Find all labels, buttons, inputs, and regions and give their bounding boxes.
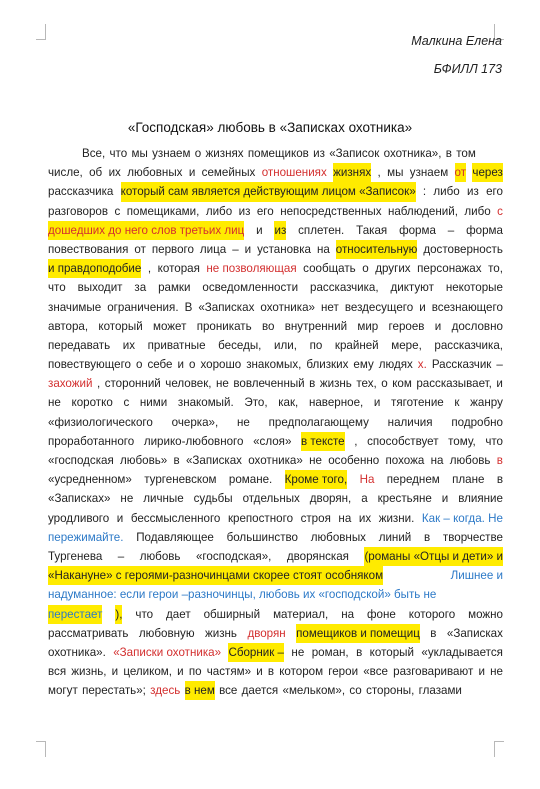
word: переднем — [386, 473, 440, 487]
text-line — [48, 432, 503, 451]
word: Такая — [356, 223, 388, 237]
highlighted-text: перестает — [48, 605, 102, 624]
text-line — [48, 470, 503, 489]
word: ограничения. — [107, 300, 179, 314]
text-line — [48, 547, 503, 566]
word: помещиков — [247, 147, 309, 160]
crop-mark-br-h — [494, 741, 504, 742]
word: об — [89, 166, 103, 180]
text-line — [48, 413, 503, 432]
word: все — [219, 684, 238, 698]
word: их — [122, 338, 136, 352]
word: – — [496, 358, 503, 372]
text-line — [48, 317, 503, 336]
word: и — [177, 665, 184, 679]
word: всезнающего — [431, 300, 503, 314]
word: ком — [392, 377, 412, 391]
word: хорошо — [200, 358, 242, 372]
word: числе, — [48, 166, 83, 180]
word: что — [135, 607, 154, 621]
word: рассказывает, — [416, 377, 492, 391]
word: рамки — [158, 281, 191, 295]
word: приватные — [147, 338, 206, 352]
word: и — [434, 319, 442, 333]
word: и — [478, 665, 485, 679]
text-line — [48, 163, 503, 182]
highlighted-text: Сборник – — [228, 643, 284, 662]
word: герои — [328, 665, 359, 679]
word: любовь — [139, 549, 181, 563]
word: Рассказчик — [431, 358, 492, 372]
word: любовную — [138, 626, 195, 640]
word: в — [309, 377, 316, 391]
word: и — [256, 223, 263, 237]
word: рассказчика — [48, 185, 114, 199]
word: обширный — [203, 607, 261, 621]
word: и — [419, 300, 426, 314]
word: наблюдений, — [387, 204, 458, 218]
word: могут — [48, 684, 78, 698]
word: их — [108, 166, 121, 180]
word: охотника», — [383, 147, 442, 160]
word: предполагающему — [268, 415, 369, 429]
word: то, — [488, 262, 503, 276]
word: «Записок — [329, 147, 380, 160]
text-line — [48, 144, 503, 163]
word: Подавляющее — [136, 530, 214, 544]
word: личные — [143, 492, 184, 506]
word: любовь — [449, 454, 491, 467]
text-line — [48, 336, 503, 355]
word: людях — [378, 358, 413, 372]
word: мере, — [391, 338, 422, 352]
word: особенно — [328, 454, 380, 467]
text-line — [48, 278, 503, 297]
annotated-text: Как – когда. Не — [421, 511, 503, 525]
word: Все, — [82, 147, 106, 160]
word: наличия — [387, 415, 433, 429]
word: и — [111, 665, 119, 679]
word: о — [362, 262, 369, 276]
text-line — [48, 355, 503, 374]
word: нет — [321, 300, 339, 314]
essay-paragraph — [48, 144, 503, 700]
word: строя — [300, 511, 331, 525]
highlighted-text: через — [472, 163, 502, 182]
word: передавать — [48, 338, 111, 352]
word: на — [430, 454, 444, 467]
word: глазами — [418, 684, 462, 698]
word: уродливого — [48, 511, 110, 525]
word: себе — [147, 358, 173, 372]
word: жизнь, — [71, 665, 107, 679]
highlighted-text: помещиков и помещиц — [296, 624, 420, 643]
word: тургеневском — [144, 473, 217, 487]
highlighted-text: ), — [115, 605, 122, 624]
word: узнаем — [152, 147, 191, 160]
word: , — [96, 377, 101, 391]
word: на — [338, 511, 352, 525]
word: его — [256, 204, 274, 218]
word: дворян, — [309, 492, 352, 506]
word: который — [369, 645, 414, 659]
word: к — [454, 396, 460, 410]
word: а — [361, 492, 368, 506]
word: плане — [452, 473, 485, 487]
word: охотника». — [48, 645, 106, 659]
word: бессмысленного — [130, 511, 221, 525]
word: целиком, — [123, 665, 172, 679]
word: рассматривать — [48, 626, 129, 640]
text-line — [48, 221, 503, 240]
word: которого — [408, 607, 456, 621]
word: от — [134, 242, 146, 256]
word: повествования — [48, 242, 129, 256]
word: по — [188, 665, 202, 679]
word: непосредственных — [280, 204, 382, 218]
highlighted-text: из — [274, 221, 286, 240]
word: на — [341, 607, 355, 621]
word: отдельных — [242, 492, 300, 506]
word: мы — [387, 166, 404, 180]
word: осведомленности — [202, 281, 299, 295]
word: не — [120, 492, 134, 506]
highlighted-text: от — [455, 163, 467, 182]
word: «Записках» — [48, 492, 111, 506]
word: жизни. — [378, 511, 415, 525]
annotated-text: в — [496, 454, 503, 467]
word: творчестве — [442, 530, 503, 544]
word: тому, — [448, 434, 476, 448]
word: что — [48, 281, 66, 295]
word: как, — [278, 396, 299, 410]
word: фоне — [367, 607, 396, 621]
word: внутренний — [284, 319, 348, 333]
word: охотника» — [248, 454, 303, 467]
word: помещиками, — [126, 204, 200, 218]
word: и — [496, 377, 503, 391]
word: значимые — [48, 300, 102, 314]
word: достоверность — [423, 242, 503, 256]
word: стороны, — [366, 684, 415, 698]
highlighted-text: жизнях — [333, 163, 371, 182]
annotated-text: захожий — [48, 377, 93, 391]
word: выходит — [77, 281, 123, 295]
word: судьбы — [193, 492, 233, 506]
word: и — [116, 511, 124, 525]
word: персонажах — [417, 262, 482, 276]
word: крепостного — [227, 511, 294, 525]
word: жизнь — [319, 377, 352, 391]
word: либо — [205, 204, 233, 218]
word: роман, — [311, 645, 349, 659]
word: любовных — [310, 530, 366, 544]
word: не — [216, 377, 229, 391]
word: «слоя» — [253, 434, 292, 448]
word: узнаем — [409, 166, 449, 180]
text-line — [48, 451, 503, 470]
word: «господская», — [195, 549, 272, 563]
word: ему — [353, 358, 374, 372]
word: способствует — [367, 434, 439, 448]
word: во — [261, 319, 275, 333]
word: и — [441, 492, 449, 506]
word: или, — [274, 338, 297, 352]
word: и — [188, 166, 196, 180]
text-line — [48, 643, 503, 662]
word: беседы, — [218, 338, 262, 352]
text-line — [48, 566, 503, 585]
word: автора, — [48, 319, 89, 333]
word: в — [445, 147, 452, 160]
highlighted-text: дошедших до него слов третьих лиц — [48, 221, 244, 240]
word: и — [373, 396, 381, 410]
word: , — [354, 434, 358, 448]
word: рассказчика, — [434, 338, 503, 352]
word: рассказчика, — [310, 281, 379, 295]
word: большинство — [226, 530, 298, 544]
word: жизнях — [205, 147, 244, 160]
annotated-text: надуманное: если герои –разночинцы, любовь их «господской» быть не — [48, 588, 437, 602]
word: который — [98, 319, 143, 333]
word: дворянская — [286, 549, 349, 563]
word: диктуют — [390, 281, 434, 295]
word: сообщать — [303, 262, 356, 276]
word: жанру — [470, 396, 503, 410]
word: вся — [48, 665, 67, 679]
text-line — [48, 528, 503, 547]
word: разговаривают — [393, 665, 474, 679]
word: из — [313, 147, 325, 160]
document-title: «Господская» любовь в «Записках охотника» — [127, 120, 413, 135]
annotated-text: пережимайте. — [48, 530, 124, 544]
word: и — [244, 242, 252, 256]
word: крестьяне — [377, 492, 432, 506]
word: его — [486, 185, 503, 199]
word: линий — [378, 530, 412, 544]
word: ними — [139, 396, 168, 410]
word: не — [48, 396, 61, 410]
word: жизнь — [204, 626, 237, 640]
word: , — [377, 166, 381, 180]
word: охотника» — [260, 300, 315, 314]
word: , — [147, 262, 152, 276]
text-line — [48, 585, 503, 604]
word: семейных — [201, 166, 256, 180]
word: «физиологического — [48, 415, 153, 429]
word: влияние — [458, 492, 503, 506]
word: не — [237, 415, 250, 429]
word: из — [467, 185, 479, 199]
annotated-text: х. — [417, 358, 427, 372]
word: частям» — [206, 665, 252, 679]
word: проработанного — [48, 434, 135, 448]
word: крайней — [334, 338, 379, 352]
word: и — [177, 358, 184, 372]
text-line — [48, 662, 503, 681]
word: лица — [199, 242, 227, 256]
text-line — [48, 489, 503, 508]
word: вездесущего — [344, 300, 414, 314]
text-line — [48, 298, 503, 317]
annotated-text: «Записки охотника» — [113, 645, 222, 659]
annotated-text: отношениях — [261, 166, 327, 180]
crop-mark-br-v — [494, 741, 495, 757]
word: – — [447, 223, 455, 237]
word: романе. — [228, 473, 273, 487]
word: либо — [433, 185, 460, 199]
word: разговоров — [48, 204, 109, 218]
word: подробно — [451, 415, 503, 429]
word: в — [424, 530, 431, 544]
word: из — [238, 204, 251, 218]
word: не — [490, 665, 503, 679]
word: наверное, — [308, 396, 364, 410]
word: в — [267, 665, 275, 679]
author-name: Малкина Елена — [411, 34, 502, 48]
word: повествующего — [48, 358, 131, 372]
word: Это, — [244, 396, 268, 410]
word: похожа — [385, 454, 425, 467]
word: очерка», — [171, 415, 219, 429]
annotated-text: На — [359, 473, 375, 487]
annotated-text: здесь — [150, 684, 181, 698]
word: знакомый. — [177, 396, 234, 410]
text-line — [48, 393, 503, 412]
highlighted-text: относительную — [336, 240, 418, 259]
highlighted-text: в нем — [185, 681, 215, 700]
word: первого — [151, 242, 194, 256]
word: за — [134, 281, 147, 295]
word: о — [194, 147, 202, 160]
word: – — [117, 549, 125, 563]
word: с — [123, 396, 130, 410]
word: «господская — [48, 454, 114, 467]
word: человек, — [165, 377, 212, 391]
word: – — [232, 242, 239, 256]
word: котором — [279, 665, 324, 679]
word: мы — [131, 147, 148, 160]
word: проникать — [196, 319, 252, 333]
word: мир — [357, 319, 379, 333]
text-line — [48, 259, 503, 278]
word: близких — [306, 358, 349, 372]
word: других — [375, 262, 411, 276]
word: о — [135, 358, 143, 372]
word: тяготение — [391, 396, 444, 410]
text-line — [48, 624, 503, 643]
word: форма — [399, 223, 436, 237]
word: некоторые — [445, 281, 503, 295]
word: сплетен. — [298, 223, 345, 237]
word: «укладывается — [421, 645, 503, 659]
word: в — [356, 645, 363, 659]
crop-mark-tl-v — [45, 24, 46, 40]
word: установка — [257, 242, 311, 256]
highlighted-text: который сам является действующим лицом «Записок» — [121, 182, 416, 201]
word: «мельком», — [282, 684, 346, 698]
word: перестать»; — [82, 684, 146, 698]
text-line — [48, 681, 503, 700]
word: и — [256, 665, 263, 679]
word: в — [496, 473, 503, 487]
word: коротко — [71, 396, 113, 410]
text-line — [48, 605, 503, 624]
highlighted-text: и правдоподобие — [48, 259, 141, 278]
word: может — [152, 319, 187, 333]
word: сторонний — [104, 377, 161, 391]
word: в — [173, 454, 180, 467]
word: любовных — [127, 166, 183, 180]
word: что — [485, 434, 503, 448]
highlighted-text: (романы «Отцы и дети» и — [364, 547, 503, 566]
group-code: БФИЛЛ 173 — [433, 62, 502, 76]
text-line — [48, 240, 503, 259]
annotated-text: дворян — [247, 626, 286, 640]
word: которая — [157, 262, 200, 276]
highlighted-text: в тексте — [301, 432, 345, 451]
word: о — [189, 358, 196, 372]
word: в — [430, 626, 437, 640]
word: знакомых, — [246, 358, 302, 372]
annotated-text: с — [497, 204, 503, 218]
word: что — [109, 147, 128, 160]
word: с — [114, 204, 121, 218]
word: дает — [166, 607, 191, 621]
word: форма — [466, 223, 503, 237]
word: вовлеченный — [233, 377, 305, 391]
word: дается — [241, 684, 279, 698]
word: том — [456, 147, 476, 160]
word: можно — [468, 607, 503, 621]
word: лирико-любовного — [143, 434, 244, 448]
word: не — [309, 454, 322, 467]
text-line — [48, 202, 503, 221]
word: «Записках — [198, 300, 255, 314]
crop-mark-bl-v — [45, 741, 46, 757]
highlighted-text: Кроме того, — [285, 470, 348, 489]
word: : — [422, 185, 427, 199]
word: «Записках — [185, 454, 242, 467]
word: со — [349, 684, 362, 698]
word: либо — [464, 204, 491, 218]
word: их — [358, 511, 372, 525]
word: материал, — [273, 607, 329, 621]
annotated-text: Лишнее и — [450, 569, 503, 583]
word: «все — [363, 665, 388, 679]
word: на — [316, 242, 330, 256]
text-line — [48, 374, 503, 393]
word: героев — [388, 319, 425, 333]
word: «усредненном» — [48, 473, 132, 487]
text-line — [48, 509, 503, 528]
word: не — [291, 645, 305, 659]
word: о — [381, 377, 388, 391]
word: по — [309, 338, 323, 352]
word: дословно — [451, 319, 503, 333]
word: Тургенева — [48, 549, 103, 563]
highlighted-text: «Накануне» с героями-разночинцами скорее стоят особняком — [48, 566, 383, 585]
word: тех, — [356, 377, 377, 391]
annotated-text: не позволяющая — [206, 262, 297, 276]
word: «Записках — [446, 626, 503, 640]
word: любовь» — [120, 454, 168, 467]
word: В — [184, 300, 193, 314]
text-line — [48, 182, 503, 201]
